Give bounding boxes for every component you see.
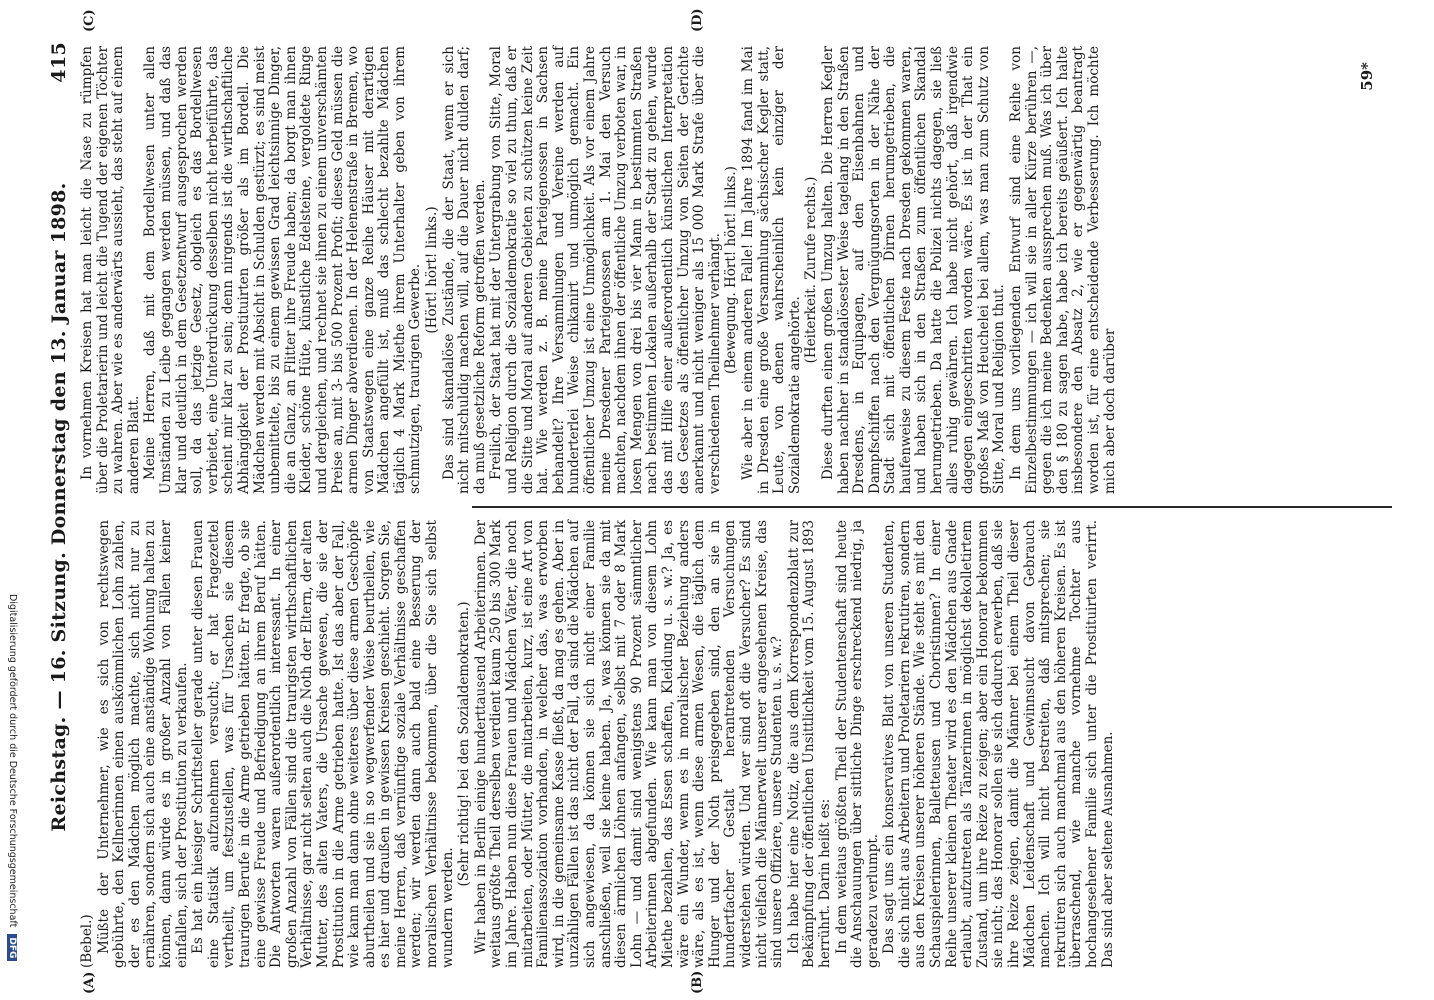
margin-letter-d: (D) — [690, 8, 705, 32]
paragraph: Ich habe hier eine Notiz, die aus dem Korrespondenzblatt zur Bekämpfung der öffentlichen Unsittlichkeit vom 15. August 1893 herrührt. Darin heißt es: — [785, 520, 833, 968]
paragraph: Das sagt uns ein konservatives Blatt von unseren Studenten, die sich nicht aus Arbeitern und Proletariern rekrutiren, sondern aus den Kreisen unserer höheren Stände. Wie steht es mit den Schauspielerinnen, Balletteusen und Choristinnen? In einer Reihe unserer kleinen Theater wird es den Mädchen aus Gnade erlaubt, aufzutreten als Tänzerinnen in möglichst dekolletirtem Zustand, um ihre Reize zu zeigen; aber ein Honorar bekommen sie nicht; das Honorar sollen sie sich dadurch erwerben, daß sie ihre Reize zeigen, damit die Männer bei einem Theil dieser Mädchen Leidenschaft und Gewinnsucht davon Gebrauch machen. Ich will nicht bestreiten, daß mitsprechen; sie rekrutiren sich auch manchmal aus den höheren Kreisen. Es ist überraschend, wie manche vornehme Tochter aus hochangesehener Familie sich unter die Prostituirten verirrt. Das sind aber seltene Ausnahmen. — [881, 520, 1116, 968]
margin-letter-c: (C) — [82, 9, 97, 32]
interjection: (Bewegung. Hört! hört! links.) — [723, 166, 740, 374]
header-title: Reichstag. — 16. Sitzung. Donnerstag den 13. Januar 1898. — [48, 182, 70, 832]
page-content — [40, 8, 1400, 994]
digitization-credit — [6, 594, 20, 994]
paragraph: Freilich, der Staat hat mit der Untergrabung von Sitte, Moral und Religion durch die Sozialdemokratie so viel zu thun, daß er die Sitte und Moral auf anderen Gebieten zu schützen keine Zeit hat. Wie werden z. B. meine Parteigenossen in Sachsen behandelt? Ihre Versammlungen und Vereine werden auf hunderterlei Weise chikanirt und unmöglich gemacht. Ein öffentlicher Umzug ist eine Unmöglichkeit. Als vor einem Jahre meine Dresdener Parteigenossen am 1. Mai den Versuch machten, nachdem ihnen der öffentliche Umzug verboten war, in losen Mengen von drei bis vier Mann in bestimmten Straßen nach bestimmten Lokalen außerhalb der Stadt zu gehen, wurde das mit Hilfe einer außerordentlich künstlichen Interpretation des Gesetzes als öffentlicher Umzug von Seiten der Gerichte anerkannt und nicht weniger als 15 000 Mark Strafe über die verschiedenen Theilnehmer verhängt. — [488, 46, 723, 494]
left-column — [80, 520, 1117, 968]
interjection: (Hört! hört! links.) — [424, 206, 441, 334]
interjection: (Heiterkeit. Zurufe rechts.) — [803, 176, 820, 364]
column-divider — [472, 506, 1392, 508]
paragraph: Das sind skandalöse Zustände, die der Staat, wenn er sich nicht mitschuldig machen will, auf die Dauer nicht dulden darf; da muß gesetzliche Reform getroffen werden. — [440, 46, 488, 494]
credit-text: Digitalisierung gefördert durch die Deutsche Forschungsgemeinschaft — [7, 594, 18, 928]
paragraph: In vornehmen Kreisen hat man leicht die Nase zu rümpfen über die Proletarierin und leicht die Tugend der eigenen Töchter zu wahren. Aber wie es anderwärts aussieht, das steht auf einem anderen Blatt. — [79, 46, 142, 494]
paragraph: Wie aber in einem anderen Falle! Im Jahre 1894 fand im Mai in Dresden eine große Versammlung sächsischer Kegler statt, Leute, von denen wahrscheinlich kein einziger der Sozialdemokratie angehörte. — [739, 46, 803, 494]
page-header — [48, 42, 78, 972]
margin-letter-a: (A) — [82, 971, 97, 994]
paragraph: Wir haben in Berlin einige hunderttausend Arbeiterinnen. Der weitaus größte Theil derselben verdient kaum 250 bis 300 Mark im Jahre. Haben nun diese Frauen und Mädchen Väter, die noch mitarbeiten, oder Mütter, die mitarbeiten, kurz, ist eine Art von Familienassoziation vorhanden, in welcher das, was erworben wird, in die gemeinsame Kasse fließt, da mag es gehen. Aber in unzähligen Fällen ist das nicht der Fall, da sind die Mädchen auf sich angewiesen, da können sie sich nicht einer Familie anschließen, weil sie keine haben. Ja, was können sie da mit diesen ärmlichen Löhnen anfangen, selbst mit 7 oder 8 Mark Lohn — und damit sind wenigstens 90 Prozent sämmtlicher Arbeiterinnen abgefunden. Wie kann man von diesem Lohn Miethe bezahlen, das Essen schaffen, Kleidung u. s. w.? Ja, es wäre ein Wunder, wenn es in moralischer Beziehung anders wäre, als es ist, wenn diese armen Wesen, die täglich dem Hunger und der Noth preisgegeben sind, den an sie in hundertfacher Gestalt herantretenden Versuchungen widerstehen würden. Und wer sind oft die Versucher? Es sind nicht vielfach die Männerwelt unserer angesehenen Kreise, das sind unsere Offiziere, unsere Studenten u. s. w.? — [472, 520, 786, 968]
paragraph: Meine Herren, daß mit dem Bordellwesen unter allen Umständen zu Leibe gegangen werden müssen, und daß das klar und deutlich in dem Gesetzentwurf ausgesprochen werden soll, da das jetzige Gesetz, obgleich es das Bordellwesen verbietet, eine Unterdrückung desselben nicht herbeiführte, das scheint mir klar zu sein; denn nirgends ist die wirthschaftliche Abhängigkeit der Prostituirten größer als im Bordell. Die Mädchen werden mit Absicht in Schulden gestürzt; es sind meist unbemittelte, bis zu einem gewissen Grad leichtsinnige Dinger, die an Glanz, an Flitter ihre Freude haben; da borgt man ihnen Kleider, schöne Hüte, künstliche Edelsteine, vergoldete Ringe und dergleichen, und rechnet sie ihnen zu einem unverschämten Preise an, mit 3- bis 500 Prozent Profit; dieses Geld müssen die armen Dinger abverdienen. In der Helenenstraße in Bremen, wo von Staatswegen eine ganze Reihe Häuser mit derartigen Mädchen angefüllt ist, muß das schlecht bezahlte Mädchen täglich 4 Mark Miethe ihrem Unterhalter geben von ihrem schmutzigen, traurigen Gewerbe. — [142, 46, 424, 494]
paragraph: Müßte der Unternehmer, wie es sich von rechtswegen gebührte, den Kellnerinnen einen auskömmlichen Lohn zahlen, der es den Mädchen möglich machte, sich nicht nur zu ernähren, sondern sich auch eine anständige Wohnung halten zu können, dann würde es in großer Anzahl von Fällen keiner einfallen, sich der Prostitution zu verkaufen. — [95, 520, 190, 968]
paragraph: Es hat ein hiesiger Schriftsteller gerade unter diesen Frauen eine Statistik aufzunehmen versucht; er hat Fragezettel vertheilt, um festzustellen, was für Ursachen sie diesem traurigen Berufe in die Arme getrieben hätten. Er fragte, ob sie eine gewisse Freude und Befriedigung an ihrem Beruf hätten. Die Antworten waren außerordentlich interessant. In einer großen Anzahl von Fällen sind die traurigsten wirthschaftlichen Verhältnisse, gar nicht selten auch die Noth der Eltern, der alten Mutter, des alten Vaters, die Ursache gewesen, die sie der Prostitution in die Arme getrieben hatte. Ist das aber der Fall, wie kann man dann ohne weiteres über diese armen Geschöpfe aburtheilen und sie in so wegwerfender Weise beurtheilen, wie es hier und draußen in gewissen Kreisen geschieht. Sorgen Sie, meine Herren, daß vernünftige soziale Verhältnisse geschaffen werden; wir werden dann auch bald eine Besserung der moralischen Verhältnisse bekommen, über die Sie sich selbst wundern werden. — [190, 520, 456, 968]
margin-letter-b: (B) — [690, 970, 705, 994]
dfg-logo: DFG — [7, 934, 17, 961]
page-footer-signature: 59* — [1358, 62, 1376, 91]
speaker-label: (Bebel.) — [79, 914, 95, 968]
interjection: (Sehr richtig! bei den Sozialdemokraten.) — [456, 601, 473, 887]
page-number: 415 — [48, 42, 70, 83]
paragraph: Diese durften einen großen Umzug halten. Die Herren Kegler haben nachher in standalösester Weise tagelang in den Straßen Dresdens, in Equipagen, auf den Eisenbahnen und Dampfschiffen nach den Vergnügungsorten in der Nähe der Stadt sich mit öffentlichen Dirnen herumgetrieben, die haufenweise zu diesem Feste nach Dresden gekommen waren, und haben sich in den Straßen zum öffentlichen Skandal herumgetrieben. Da hatte die Polizei nichts dagegen, sie ließ alles ruhig gewähren. Ich habe nicht gehört, daß irgendwie dagegen eingeschritten worden wäre. Es ist in der That ein großes Maß von Heuchelei bei allem, was man zum Schutz von Sitte, Moral und Religion thut. — [819, 46, 1008, 494]
quotation: In dem weitaus größten Theil der Studentenschaft sind heute die Anschauungen über sittliche Dinge erschreckend niedrig, ja geradezu verlumpt. — [833, 520, 881, 968]
right-column — [80, 46, 1119, 494]
paragraph: In dem uns vorliegenden Entwurf sind eine Reihe von Einzelbestimmungen — ich will sie in aller Kürze berühren —, gegen die ich meine Bedenken aussprechen muß. Was ich über den § 180 zu sagen habe, habe ich bereits geäußert. Ich halte insbesondere den Absatz 2, wie er gegenwärtig beantragt worden ist, für eine entscheidende Verbesserung. Ich möchte mich aber doch darüber — [1008, 46, 1118, 494]
